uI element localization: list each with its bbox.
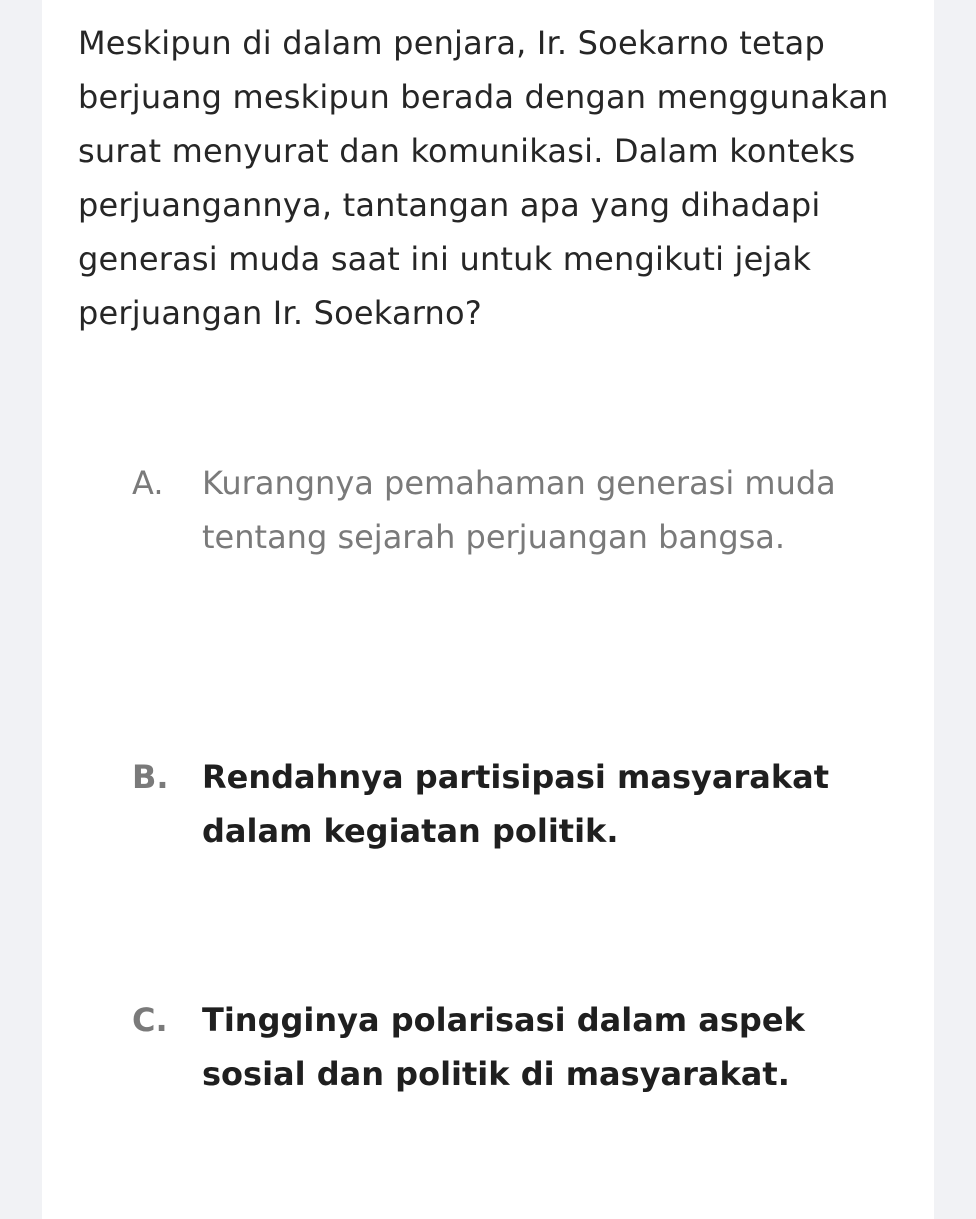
option-text: Kurangnya pemahaman generasi muda tentang sejarah perjuangan bangsa. [202,464,836,556]
answer-option-c[interactable] [132,993,852,1101]
answer-option-b[interactable] [132,750,852,858]
answer-option-a[interactable] [132,456,852,564]
option-letter: B. [132,758,169,796]
option-letter: A. [132,464,164,502]
question-text: Meskipun di dalam penjara, Ir. Soekarno tetap berjuang meskipun berada dengan menggunakan surat menyurat dan komunikasi. Dalam konteks perjuangannya, tantangan apa yang dihadapi generasi muda saat ini untuk mengikuti jejak perjuangan Ir. Soekarno? [78,24,889,332]
question-card [42,0,934,1219]
option-text: Tingginya polarisasi dalam aspek sosial dan politik di masyarakat. [202,1001,805,1093]
option-letter: C. [132,1001,168,1039]
option-text: Rendahnya partisipasi masyarakat dalam kegiatan politik. [202,758,829,850]
